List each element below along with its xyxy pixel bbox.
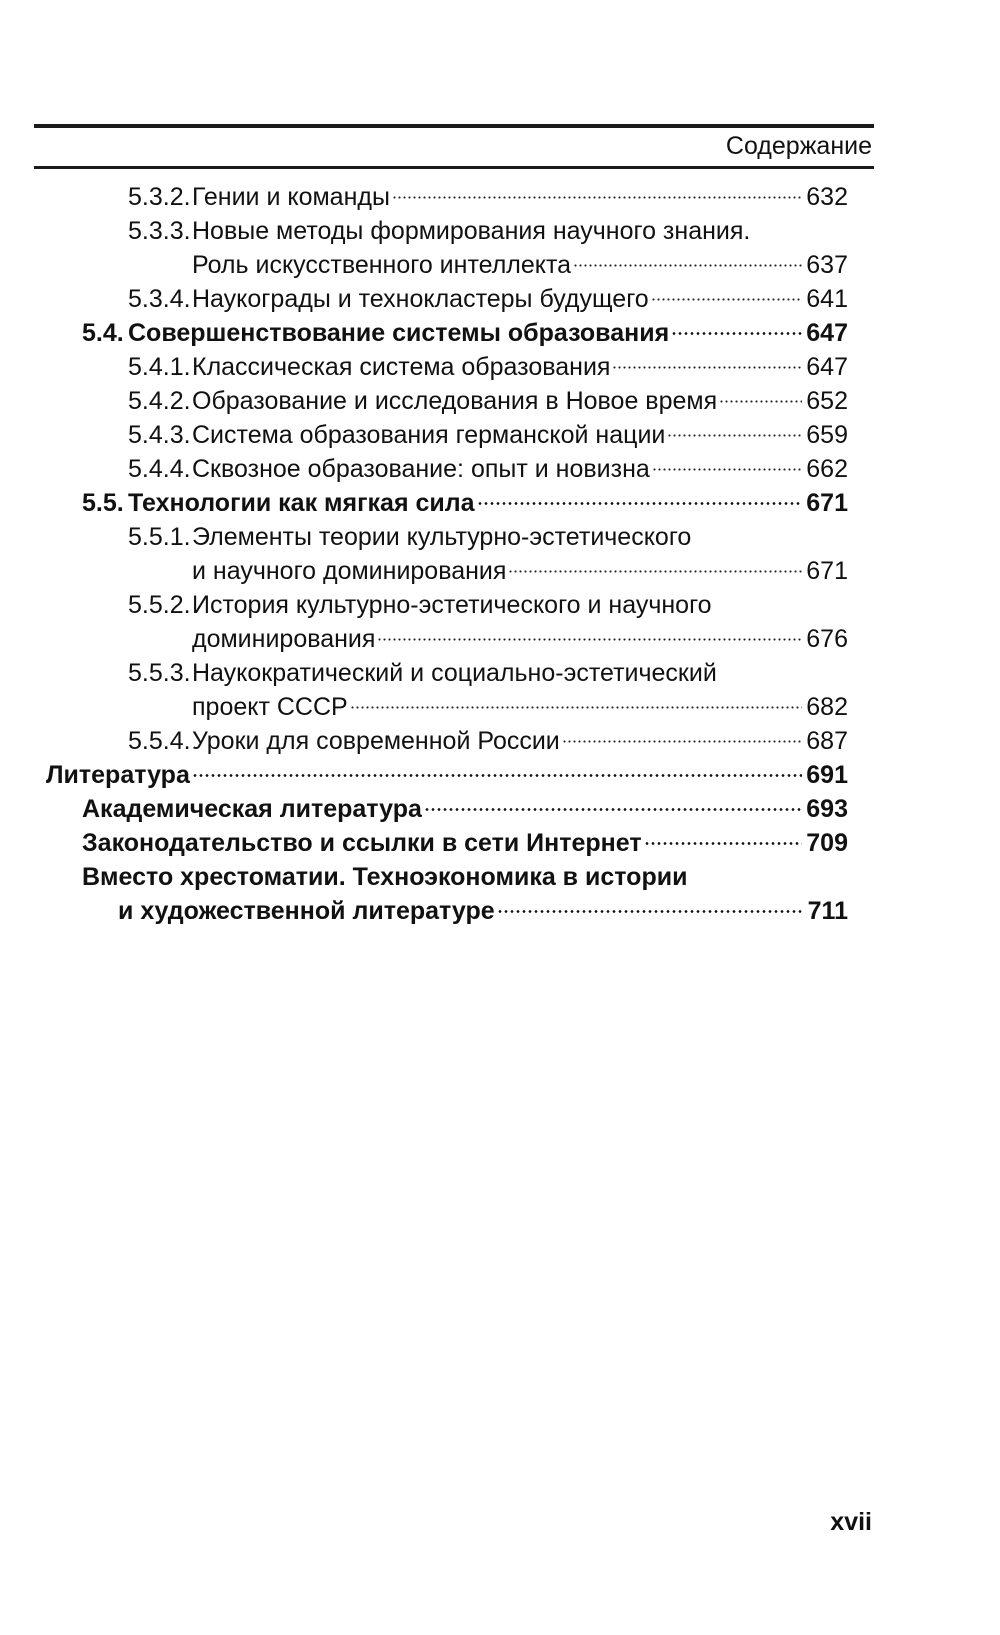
- toc-entry-title: и художественной литературе: [118, 897, 495, 925]
- toc-entry-number: 5.4.2.: [128, 387, 191, 415]
- dot-leader: [652, 468, 802, 471]
- toc-entry-number: 5.5.2.: [128, 591, 191, 619]
- toc-section-entry: [82, 860, 848, 894]
- dot-leader: [350, 706, 803, 709]
- toc-entry-number: 5.5.1.: [128, 523, 191, 551]
- toc-entry: [128, 724, 848, 758]
- toc-entry-title: Литература: [46, 761, 190, 789]
- toc-entry-continuation: [192, 690, 848, 724]
- toc-entry: [128, 180, 848, 214]
- toc-entry-page: 641: [806, 285, 848, 313]
- toc-entry-title: Образование и исследования в Новое время: [192, 387, 718, 415]
- toc-entry-title: Совершенствование системы образования: [128, 319, 670, 347]
- dot-leader: [497, 910, 804, 913]
- toc-chapter-entry: [46, 758, 848, 792]
- toc-entry-title: Наукократический и социально-эстетический: [192, 659, 717, 687]
- toc-entry-page: 659: [806, 421, 848, 449]
- toc-entry-title: Сквозное образование: опыт и новизна: [192, 455, 650, 483]
- toc-entry-number: 5.4.1.: [128, 353, 191, 381]
- dot-leader: [392, 196, 802, 199]
- toc-entry-page: 662: [806, 455, 848, 483]
- toc-entry-page: 682: [806, 693, 848, 721]
- toc-entry-number: 5.4.4.: [128, 455, 191, 483]
- toc-entry-page: 671: [806, 489, 848, 517]
- toc-entry-page: 693: [806, 795, 848, 823]
- dot-leader: [477, 502, 803, 505]
- toc-entry-page: 652: [806, 387, 848, 415]
- toc-entry-title: Классическая система образования: [192, 353, 611, 381]
- toc-entry-number: 5.4.3.: [128, 421, 191, 449]
- toc-entry-page: 647: [806, 353, 848, 381]
- toc-entry-page: 709: [806, 829, 848, 857]
- toc-entry-title: и научного доминирования: [192, 557, 507, 585]
- toc-entry-title: Вместо хрестоматии. Техноэкономика в истории: [82, 863, 688, 891]
- toc-entry-page: 647: [806, 319, 848, 347]
- toc-entry: [128, 452, 848, 486]
- toc-section-entry: [82, 826, 848, 860]
- toc-entry-number: 5.5.3.: [128, 659, 191, 687]
- toc-entry-number: 5.3.3.: [128, 217, 191, 245]
- toc-section-entry: [82, 316, 848, 350]
- toc-entry-continuation: [192, 554, 848, 588]
- toc-section-entry: [82, 792, 848, 826]
- toc-entry-number: 5.3.4.: [128, 285, 191, 313]
- running-head: Содержание: [725, 132, 872, 160]
- toc-entry-title: Законодательство и ссылки в сети Интернет: [82, 829, 642, 857]
- toc-entry-title: Элементы теории культурно-эстетического: [192, 523, 692, 551]
- toc-entry-title: Гении и команды: [192, 183, 390, 211]
- toc-entry: [128, 418, 848, 452]
- toc-entry-title: Роль искусственного интеллекта: [192, 251, 572, 279]
- dot-leader: [651, 298, 803, 301]
- toc-entry: [128, 282, 848, 316]
- toc-entry-title: История культурно-эстетического и научного: [192, 591, 712, 619]
- toc-entry: [128, 520, 848, 554]
- header-rule-top: [34, 124, 874, 128]
- toc-entry: [128, 656, 848, 690]
- toc-entry-page: 671: [806, 557, 848, 585]
- toc-entry-page: 687: [806, 727, 848, 755]
- toc-entry-title: Новые методы формирования научного знания.: [192, 217, 751, 245]
- dot-leader: [671, 332, 802, 335]
- toc-entry-continuation: [192, 622, 848, 656]
- toc-entry-page: 711: [807, 897, 848, 925]
- toc-entry-page: 691: [806, 761, 848, 789]
- dot-leader: [424, 808, 802, 811]
- toc-entry-page: 676: [806, 625, 848, 653]
- dot-leader: [644, 842, 803, 845]
- dot-leader: [377, 638, 802, 641]
- toc-entry: [128, 350, 848, 384]
- toc-entry-title: Академическая литература: [82, 795, 422, 823]
- header-rule-bottom: [34, 166, 874, 169]
- toc-section-entry: [82, 486, 848, 520]
- toc-entry-number: 5.3.2.: [128, 183, 191, 211]
- dot-leader: [192, 774, 802, 777]
- page-number: xvii: [830, 1508, 872, 1536]
- dot-leader: [612, 366, 802, 369]
- toc-entry-title: Система образования германской нации: [192, 421, 666, 449]
- toc-entry: [128, 214, 848, 248]
- dot-leader: [508, 570, 802, 573]
- toc-entry: [128, 384, 848, 418]
- toc-entry-title: доминирования: [192, 625, 376, 653]
- toc-entry-continuation: [118, 894, 848, 928]
- toc-entry: [128, 588, 848, 622]
- toc-entry-number: 5.5.4.: [128, 727, 191, 755]
- dot-leader: [667, 434, 802, 437]
- toc-entry-page: 637: [806, 251, 848, 279]
- toc-entry-title: Уроки для современной России: [192, 727, 560, 755]
- dot-leader: [573, 264, 802, 267]
- toc-entry-title: Наукограды и технокластеры будущего: [192, 285, 649, 313]
- toc-entry-number: 5.5.: [82, 489, 124, 517]
- dot-leader: [719, 400, 802, 403]
- toc-entry-title: Технологии как мягкая сила: [128, 489, 475, 517]
- toc-entry-page: 632: [806, 183, 848, 211]
- toc-entry-title: проект СССР: [192, 693, 348, 721]
- dot-leader: [562, 740, 803, 743]
- toc-entry-number: 5.4.: [82, 319, 124, 347]
- toc-entry-continuation: [192, 248, 848, 282]
